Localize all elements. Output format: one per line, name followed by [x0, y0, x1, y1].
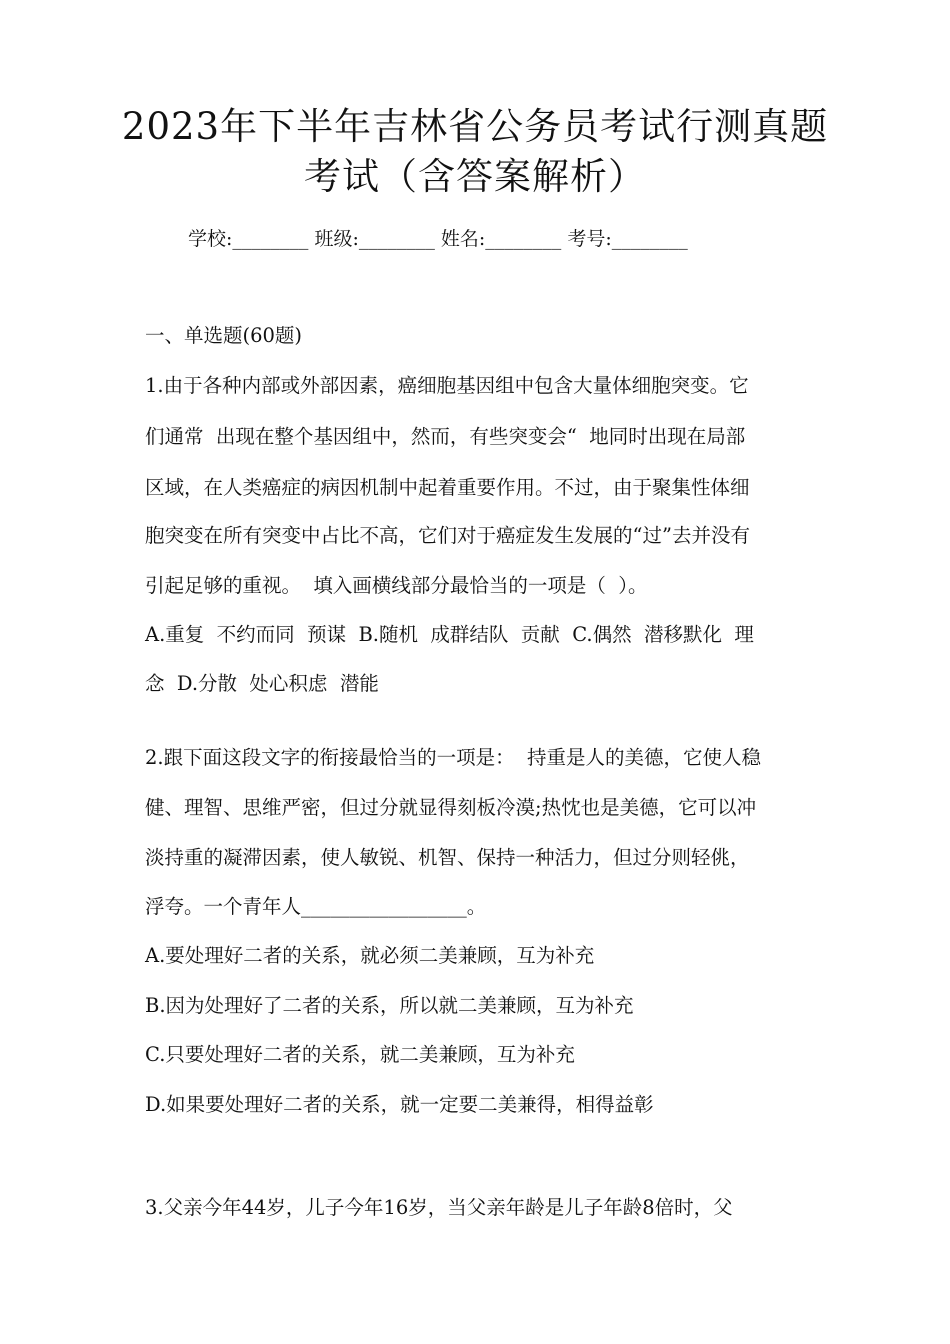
q2-option-d: D.如果要处理好二者的关系，就一定要二美兼得，相得益彰 [145, 1093, 654, 1116]
q1-options-line-2: 念 D.分散 处心积虑 潜能 [145, 672, 379, 695]
document-title-line-2: 考试（含答案解析） [304, 155, 646, 198]
q2-option-c: C.只要处理好二者的关系，就二美兼顾，互为补充 [145, 1043, 575, 1066]
q1-text-line-4: 胞突变在所有突变中占比不高，它们对于癌症发生发展的“过”去并没有 [145, 524, 750, 547]
document-title-line-1: 2023年下半年吉林省公务员考试行测真题 [121, 105, 829, 148]
student-info-line: 学校:________ 班级:________ 姓名:________ 考号:________ [188, 228, 688, 250]
q2-option-b: B.因为处理好了二者的关系，所以就二美兼顾，互为补充 [145, 994, 634, 1017]
q1-text-line-1: 1.由于各种内部或外部因素，癌细胞基因组中包含大量体细胞突变。它 [145, 374, 749, 397]
section-heading: 一、单选题(60题) [145, 324, 303, 347]
q3-text-line-1: 3.父亲今年44岁，儿子今年16岁，当父亲年龄是儿子年龄8倍时，父 [145, 1196, 733, 1219]
q1-text-line-3: 区域，在人类癌症的病因机制中起着重要作用。不过，由于聚集性体细 [145, 476, 750, 499]
q2-text-line-3: 淡持重的凝滞因素，使人敏锐、机智、保持一种活力，但过分则轻佻， [145, 846, 750, 869]
q2-text-line-2: 健、理智、思维严密，但过分就显得刻板冷漠;热忱也是美德，它可以冲 [145, 796, 757, 819]
q1-text-line-5: 引起足够的重视。 填入画横线部分最恰当的一项是（ ）。 [145, 574, 648, 597]
q1-options-line-1: A.重复 不约而同 预谋 B.随机 成群结队 贡献 C.偶然 潜移默化 理 [145, 623, 754, 646]
q2-option-a: A.要处理好二者的关系，就必须二美兼顾，互为补充 [145, 944, 595, 967]
q1-text-line-2: 们通常 出现在整个基因组中，然而，有些突变会“ 地同时出现在局部 [145, 425, 746, 448]
q2-text-line-4: 浮夸。一个青年人_________________。 [145, 895, 487, 918]
q2-text-line-1: 2.跟下面这段文字的衔接最恰当的一项是： 持重是人的美德，它使人稳 [145, 746, 762, 769]
